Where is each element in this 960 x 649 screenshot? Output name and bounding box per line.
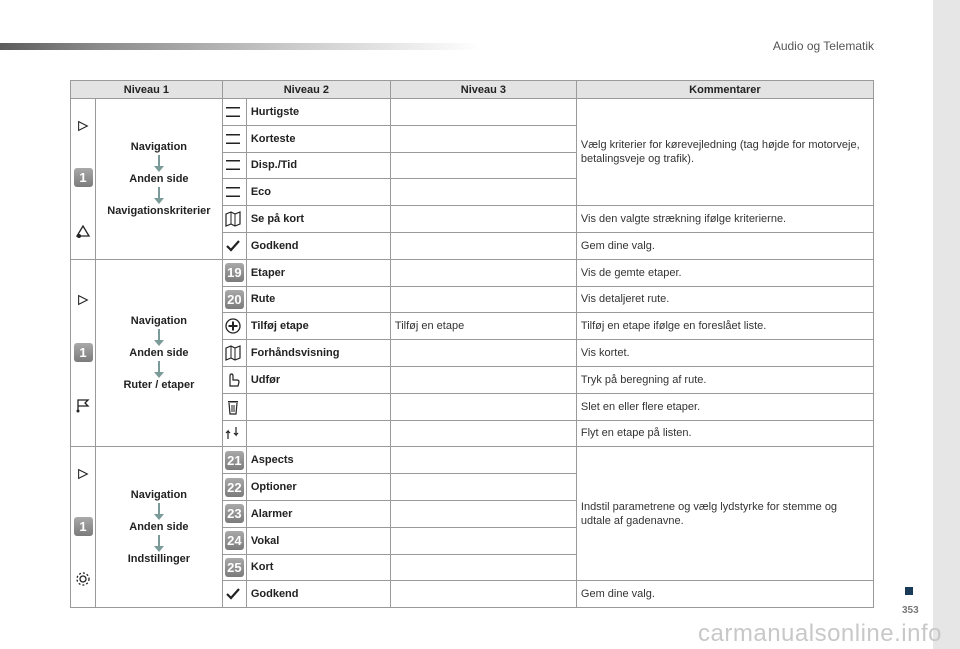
check-icon bbox=[225, 586, 244, 602]
level3-cell bbox=[390, 420, 576, 447]
page-marker bbox=[905, 587, 913, 595]
level3-cell bbox=[390, 286, 576, 313]
level3-cell bbox=[390, 581, 576, 608]
column-header-niveau2: Niveau 2 bbox=[222, 81, 390, 99]
level3-cell bbox=[390, 527, 576, 554]
page-number: 353 bbox=[902, 605, 919, 616]
option-label: Aspects bbox=[246, 447, 390, 474]
option-label: Optioner bbox=[246, 474, 390, 501]
level3-cell bbox=[390, 125, 576, 152]
option-label: Etaper bbox=[246, 259, 390, 286]
level1-icons bbox=[71, 447, 96, 608]
option-label: Godkend bbox=[246, 232, 390, 259]
nav-step-navigation: Navigation bbox=[130, 489, 188, 502]
option-icon-cell bbox=[222, 420, 246, 447]
option-number-badge: 21 bbox=[225, 451, 244, 470]
option-label: Hurtigste bbox=[246, 99, 390, 126]
watermark: carmanualsonline.info bbox=[698, 620, 942, 647]
level3-cell bbox=[390, 206, 576, 233]
option-label: Disp./Tid bbox=[246, 152, 390, 179]
option-label: Rute bbox=[246, 286, 390, 313]
route-criteria-icon bbox=[75, 223, 91, 239]
step-badge: 1 bbox=[74, 343, 93, 362]
option-label: Eco bbox=[246, 179, 390, 206]
level3-cell bbox=[390, 259, 576, 286]
table-row bbox=[71, 259, 874, 286]
nav-step-menu: Indstillinger bbox=[127, 553, 191, 566]
option-icon-cell bbox=[222, 393, 246, 420]
option-icon-cell bbox=[222, 554, 246, 581]
down-arrow-icon bbox=[158, 187, 160, 199]
hand-icon bbox=[225, 372, 244, 388]
down-arrow-icon bbox=[158, 503, 160, 515]
comment-cell: Gem dine valg. bbox=[576, 232, 873, 259]
option-number-badge: 23 bbox=[225, 504, 244, 523]
level3-cell bbox=[390, 340, 576, 367]
trash-icon bbox=[225, 399, 244, 415]
down-arrow-icon bbox=[158, 361, 160, 373]
table-row bbox=[71, 447, 874, 474]
level1-icons bbox=[71, 259, 96, 447]
plus-circle-icon bbox=[225, 318, 244, 334]
nav-step-second-page: Anden side bbox=[129, 521, 189, 534]
option-label: Korteste bbox=[246, 125, 390, 152]
option-label: Kort bbox=[246, 554, 390, 581]
option-icon-cell bbox=[222, 125, 246, 152]
comment-cell: Indstil parametrene og vælg lydstyrke for stemme og udtale af gadenavne. bbox=[576, 447, 873, 581]
route-flag-icon bbox=[75, 397, 91, 413]
option-number-badge: 19 bbox=[225, 263, 244, 282]
nav-step-menu: Navigationskriterier bbox=[107, 204, 211, 217]
option-label: Forhåndsvisning bbox=[246, 340, 390, 367]
move-icon bbox=[225, 425, 244, 441]
dash-icon bbox=[225, 131, 244, 147]
comment-cell: Gem dine valg. bbox=[576, 581, 873, 608]
option-number-badge: 25 bbox=[225, 558, 244, 577]
option-icon-cell bbox=[222, 179, 246, 206]
level3-cell bbox=[390, 179, 576, 206]
option-icon-cell bbox=[222, 313, 246, 340]
level3-cell bbox=[390, 500, 576, 527]
option-label bbox=[246, 420, 390, 447]
nav-step-navigation: Navigation bbox=[130, 315, 188, 328]
section-title: Audio og Telematik bbox=[772, 39, 874, 53]
level3-cell bbox=[390, 474, 576, 501]
navigation-icon bbox=[76, 293, 90, 307]
down-arrow-icon bbox=[158, 329, 160, 341]
option-label: Vokal bbox=[246, 527, 390, 554]
level3-cell bbox=[390, 393, 576, 420]
nav-step-second-page: Anden side bbox=[129, 172, 189, 185]
option-number-badge: 22 bbox=[225, 478, 244, 497]
level3-cell bbox=[390, 99, 576, 126]
comment-cell: Flyt en etape på listen. bbox=[576, 420, 873, 447]
option-icon-cell bbox=[222, 581, 246, 608]
map-icon bbox=[225, 345, 244, 361]
header-gradient-bar bbox=[0, 43, 480, 50]
settings-table bbox=[70, 80, 874, 608]
dash-icon bbox=[225, 104, 244, 120]
option-icon-cell bbox=[222, 152, 246, 179]
level3-cell bbox=[390, 232, 576, 259]
option-label: Alarmer bbox=[246, 500, 390, 527]
option-icon-cell bbox=[222, 527, 246, 554]
comment-cell: Vælg kriterier for kørevejledning (tag højde for motorveje, betalingsveje og trafik). bbox=[576, 99, 873, 206]
down-arrow-icon bbox=[158, 535, 160, 547]
step-badge: 1 bbox=[74, 517, 93, 536]
level3-cell bbox=[390, 554, 576, 581]
map-icon bbox=[225, 211, 244, 227]
comment-cell: Vis kortet. bbox=[576, 340, 873, 367]
comment-cell: Slet en eller flere etaper. bbox=[576, 393, 873, 420]
settings-gear-icon bbox=[75, 571, 91, 587]
option-icon-cell bbox=[222, 447, 246, 474]
option-icon-cell bbox=[222, 99, 246, 126]
option-icon-cell bbox=[222, 206, 246, 233]
navigation-icon bbox=[76, 119, 90, 133]
navigation-path bbox=[96, 447, 223, 608]
option-label: Se på kort bbox=[246, 206, 390, 233]
comment-cell: Vis de gemte etaper. bbox=[576, 259, 873, 286]
nav-step-menu: Ruter / etaper bbox=[123, 379, 195, 392]
comment-cell: Vis detaljeret rute. bbox=[576, 286, 873, 313]
dash-icon bbox=[225, 184, 244, 200]
comment-cell: Tilføj en etape ifølge en foreslået liste. bbox=[576, 313, 873, 340]
option-label: Udfør bbox=[246, 366, 390, 393]
down-arrow-icon bbox=[158, 155, 160, 167]
column-header-niveau1: Niveau 1 bbox=[71, 81, 223, 99]
level3-cell: Tilføj en etape bbox=[390, 313, 576, 340]
step-badge: 1 bbox=[74, 168, 93, 187]
navigation-path bbox=[96, 259, 223, 447]
nav-step-second-page: Anden side bbox=[129, 347, 189, 360]
dash-icon bbox=[225, 157, 244, 173]
comment-cell: Vis den valgte strækning ifølge kriterierne. bbox=[576, 206, 873, 233]
check-icon bbox=[225, 238, 244, 254]
option-icon-cell bbox=[222, 340, 246, 367]
comment-cell: Tryk på beregning af rute. bbox=[576, 366, 873, 393]
navigation-path bbox=[96, 99, 223, 260]
level3-cell bbox=[390, 366, 576, 393]
level1-icons bbox=[71, 99, 96, 260]
navigation-icon bbox=[76, 467, 90, 481]
option-icon-cell bbox=[222, 232, 246, 259]
column-header-kommentarer: Kommentarer bbox=[576, 81, 873, 99]
option-icon-cell bbox=[222, 366, 246, 393]
option-label bbox=[246, 393, 390, 420]
option-label: Tilføj etape bbox=[246, 313, 390, 340]
level3-cell bbox=[390, 152, 576, 179]
option-number-badge: 20 bbox=[225, 290, 244, 309]
column-header-niveau3: Niveau 3 bbox=[390, 81, 576, 99]
table-row bbox=[71, 99, 874, 126]
option-icon-cell bbox=[222, 286, 246, 313]
level3-cell bbox=[390, 447, 576, 474]
table-header-row bbox=[71, 81, 874, 99]
page-side-strip bbox=[933, 0, 960, 649]
option-label: Godkend bbox=[246, 581, 390, 608]
option-icon-cell bbox=[222, 500, 246, 527]
nav-step-navigation: Navigation bbox=[130, 140, 188, 153]
option-icon-cell bbox=[222, 474, 246, 501]
option-number-badge: 24 bbox=[225, 531, 244, 550]
option-icon-cell bbox=[222, 259, 246, 286]
